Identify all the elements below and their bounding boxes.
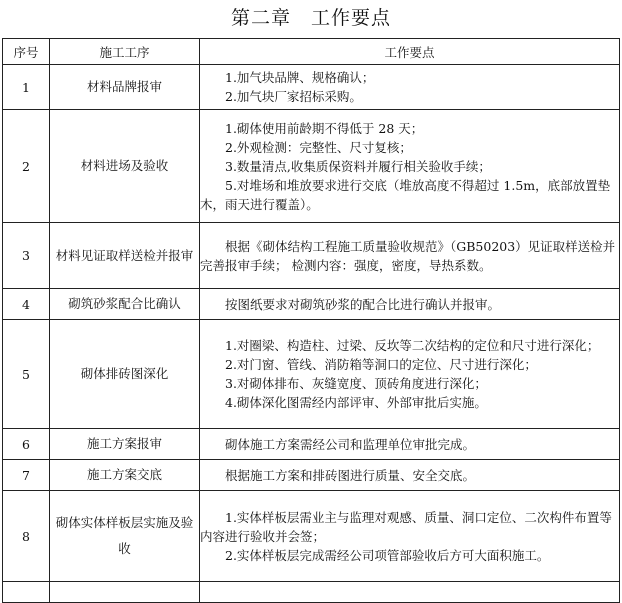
header-points: 工作要点 [200, 39, 620, 65]
row-number: 5 [3, 320, 50, 429]
row-number: 7 [3, 460, 50, 491]
table-row [3, 110, 620, 223]
point-line: 2.对门窗、管线、消防箱等洞口的定位、尺寸进行深化； [225, 357, 537, 372]
process-cell: 砌体排砖图深化 [50, 320, 200, 429]
table-row [3, 289, 620, 320]
table-row [3, 320, 620, 429]
point-line: 根据施工方案和排砖图进行质量、安全交底。 [225, 467, 476, 483]
table-row [3, 429, 620, 460]
work-points-table [2, 38, 620, 603]
point-line: 根据《砌体结构工程施工质量验收规范》（GB50203）见证取样送检并完善报审手续； 检测内容：强度，密度，导热系数。 [200, 238, 616, 273]
table-row [3, 460, 620, 491]
points-cell [200, 223, 620, 289]
point-line: 1.加气块品牌、规格确认； [225, 70, 375, 85]
process-cell: 材料品牌报审 [50, 65, 200, 110]
empty-cell [200, 582, 620, 603]
point-line: 砌体施工方案需经公司和监理单位审批完成。 [225, 436, 476, 452]
points-cell [200, 320, 620, 429]
table-row [3, 65, 620, 110]
table-row-partial [3, 582, 620, 603]
header-process: 施工工序 [50, 39, 200, 65]
point-line: 3.对砌体排布、灰缝宽度、顶砖角度进行深化； [225, 376, 487, 391]
point-line: 按图纸要求对砌筑砂浆的配合比进行确认并报审。 [225, 296, 501, 312]
row-number: 6 [3, 429, 50, 460]
process-cell: 材料进场及验收 [50, 110, 200, 223]
point-line: 2.加气块厂家招标采购。 [225, 89, 362, 104]
process-cell: 砌筑砂浆配合比确认 [50, 289, 200, 320]
row-number: 1 [3, 65, 50, 110]
points-cell [200, 289, 620, 320]
empty-cell [3, 582, 50, 603]
point-line: 1.砌体使用前龄期不得低于 28 天； [225, 120, 424, 136]
row-number: 2 [3, 110, 50, 223]
point-line: 3.数量清点,收集质保资料并履行相关验收手续； [225, 158, 491, 174]
header-no: 序号 [3, 39, 50, 65]
point-line: 2.外观检测：完整性、尺寸复核； [225, 139, 412, 155]
page-title: 第二章 工作要点 [230, 7, 391, 29]
process-cell: 材料见证取样送检并报审 [50, 223, 200, 289]
row-number: 3 [3, 223, 50, 289]
process-cell: 砌体实体样板层实施及验收 [50, 491, 200, 582]
points-cell [200, 460, 620, 491]
process-cell: 施工方案交底 [50, 460, 200, 491]
point-line: 1.对圈梁、构造柱、过梁、反坎等二次结构的定位和尺寸进行深化； [225, 338, 600, 353]
points-cell [200, 491, 620, 582]
table-row [3, 491, 620, 582]
point-line: 1.实体样板层需业主与监理对观感、质量、洞口定位、二次构件布置等内容进行验收并会签； [200, 509, 612, 544]
empty-cell [50, 582, 200, 603]
points-cell [200, 110, 620, 223]
point-line: 4.砌体深化图需经内部评审、外部审批后实施。 [225, 395, 487, 410]
points-cell [200, 65, 620, 110]
process-cell: 施工方案报审 [50, 429, 200, 460]
table-row [3, 223, 620, 289]
row-number: 4 [3, 289, 50, 320]
points-cell [200, 429, 620, 460]
point-line: 5.对堆场和堆放要求进行交底（堆放高度不得超过 1.5m，底部放置垫木，雨天进行覆盖）。 [200, 177, 611, 212]
table-header-row [3, 39, 620, 65]
point-line: 2.实体样板层完成需经公司项管部验收后方可大面积施工。 [225, 547, 550, 563]
row-number: 8 [3, 491, 50, 582]
